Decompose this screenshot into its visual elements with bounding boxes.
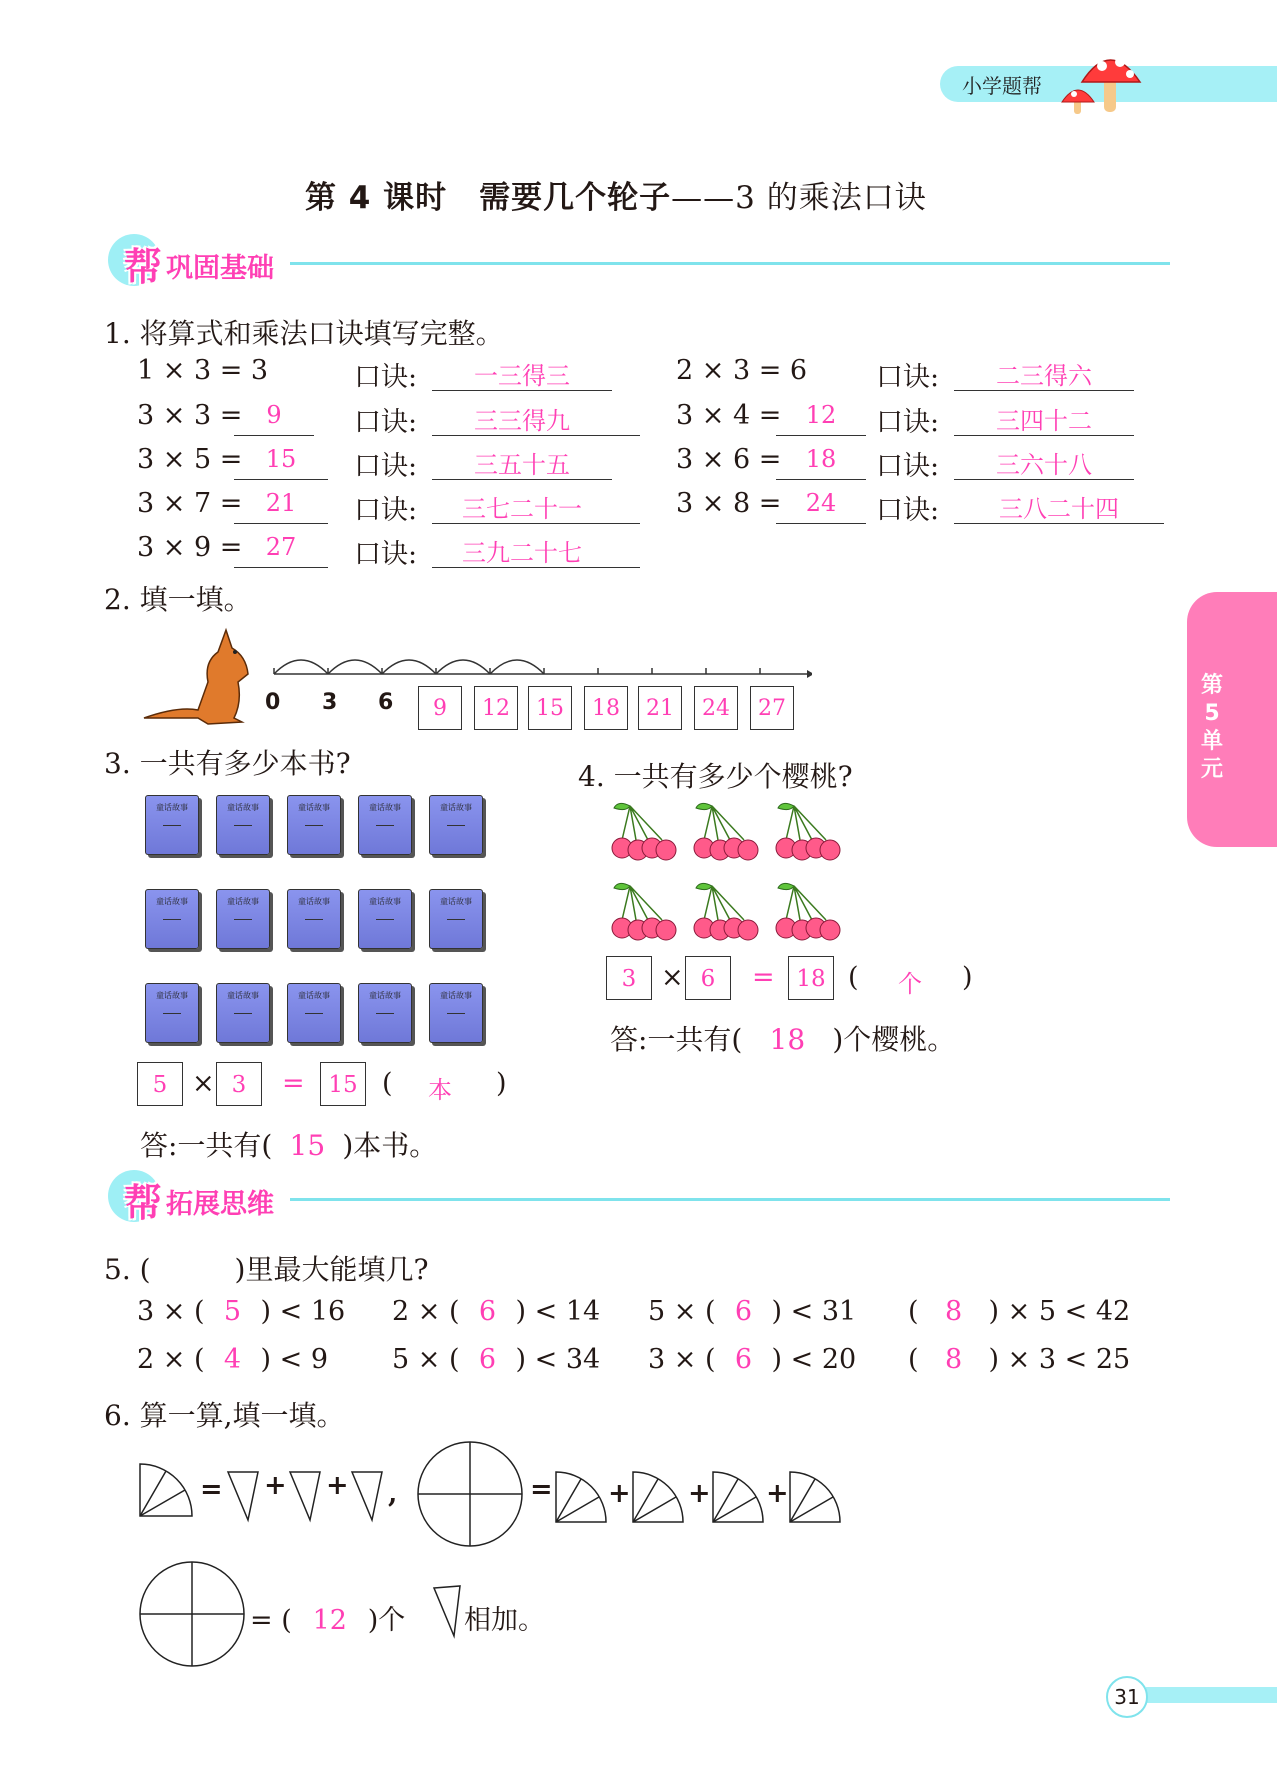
book-icon: 童话故事 [358,983,412,1043]
number-line-box[interactable]: 12 [474,686,518,730]
q1-koujue-label: 口诀: [876,451,940,482]
q1-expr: 3 × 8 = [676,488,782,519]
book-icon: 童话故事 [429,795,483,855]
q1-answer-blank[interactable]: 24 [776,489,866,524]
q4-result[interactable]: 18 [788,956,834,1000]
number-line-box[interactable]: 27 [750,686,794,730]
q1-answer-blank[interactable]: 12 [776,401,866,436]
q6-comma: , [388,1478,398,1509]
book-grid [145,795,485,1043]
q1-koujue-blank[interactable]: 一三得三 [432,356,612,391]
q4-factor-b[interactable]: 6 [685,956,731,1000]
book-icon: 童话故事 [216,795,270,855]
section-badge-char: 帮 [124,1181,163,1225]
page-footer-bar [1146,1687,1277,1703]
times-sign: × [661,962,684,993]
number-line-box[interactable]: 24 [694,686,738,730]
q1-koujue-blank[interactable]: 三九二十七 [432,533,640,568]
q3-answer-line: 答:一共有( 15 )本书。 [140,1129,438,1162]
title-sub: ——3 的乘法口诀 [671,180,927,216]
q6-final-line: = ( 12 )个 [250,1605,406,1636]
q5-item: 5 × ( 6 ) < 31 [648,1296,857,1327]
q1-answer-blank[interactable]: 27 [234,533,328,568]
number-line-label: 6 [378,690,394,715]
q6-plus: + [264,1470,287,1501]
mushroom-icon [1060,44,1148,116]
q5-item: 5 × ( 6 ) < 34 [392,1344,601,1375]
book-icon: 童话故事 [429,983,483,1043]
q1-expr: 2 × 3 = 6 [676,355,808,386]
q1-koujue-label: 口诀: [354,495,418,526]
book-icon: 童话故事 [429,889,483,949]
q1-koujue-label: 口诀: [354,539,418,570]
q1-expr: 3 × 6 = [676,444,782,475]
q6-plus: + [688,1478,711,1509]
paren-right: ) [496,1068,507,1099]
number-line-label: 3 [322,690,338,715]
section-divider [290,262,1170,265]
q1-answer-blank[interactable]: 18 [776,445,866,480]
q3-result[interactable]: 15 [320,1062,366,1106]
q1-koujue-label: 口诀: [354,451,418,482]
q5-item: 2 × ( 6 ) < 14 [392,1296,601,1327]
q1-prompt: 1. 将算式和乘法口诀填写完整。 [104,317,504,350]
q5-item: 3 × ( 5 ) < 16 [137,1296,346,1327]
q1-answer-blank[interactable]: 15 [234,445,328,480]
q6-plus: + [766,1478,789,1509]
q3-unit[interactable]: 本 [428,1076,452,1104]
q6-prompt: 6. 算一算,填一填。 [104,1399,345,1432]
book-icon: 童话故事 [145,889,199,949]
number-line-box[interactable]: 9 [418,686,462,730]
q1-koujue-blank[interactable]: 三六十八 [954,445,1134,480]
q6-final-answer[interactable]: 12 [312,1605,347,1636]
q1-koujue-label: 口诀: [876,362,940,393]
number-line-box[interactable]: 15 [528,686,572,730]
kangaroo-icon [138,622,258,728]
q5-item: 3 × ( 6 ) < 20 [648,1344,857,1375]
book-icon: 童话故事 [216,983,270,1043]
q3-prompt: 3. 一共有多少本书? [104,747,351,780]
section-badge-char: 帮 [124,245,163,289]
q1-koujue-blank[interactable]: 三七二十一 [432,489,640,524]
q1-koujue-label: 口诀: [354,407,418,438]
book-icon: 童话故事 [287,795,341,855]
book-icon: 童话故事 [145,983,199,1043]
q1-koujue-blank[interactable]: 三五十五 [432,445,612,480]
q4-factor-a[interactable]: 3 [606,956,652,1000]
q1-expr: 1 × 3 = 3 [137,355,269,386]
equals-sign: = [282,1068,305,1099]
q1-expr: 3 × 5 = [137,444,243,475]
paren-left: ( [848,962,859,993]
book-icon: 童话故事 [358,795,412,855]
book-icon: 童话故事 [358,889,412,949]
q6-equals: = [530,1474,553,1505]
q4-prompt: 4. 一共有多少个樱桃? [578,760,853,793]
book-icon: 童话故事 [287,983,341,1043]
section-title-extend: 拓展思维 [166,1189,274,1220]
q1-koujue-blank[interactable]: 三八二十四 [954,489,1164,524]
q4-answer-line: 答:一共有( 18 )个樱桃。 [610,1023,956,1056]
q1-expr: 3 × 9 = [137,532,243,563]
q5-prompt: 5. ( )里最大能填几? [104,1253,429,1286]
q6-plus: + [608,1478,631,1509]
q1-koujue-blank[interactable]: 三三得九 [432,401,640,436]
book-icon: 童话故事 [145,795,199,855]
triangle-piece-icon [432,1584,464,1640]
book-icon: 童话故事 [287,889,341,949]
q6-fraction-diagram [136,1438,856,1548]
q1-koujue-label: 口诀: [876,495,940,526]
q5-item: ( 8 ) × 3 < 25 [908,1344,1131,1375]
q1-koujue-label: 口诀: [876,407,940,438]
section-divider [290,1198,1170,1201]
q5-item: ( 8 ) × 5 < 42 [908,1296,1131,1327]
number-line-box[interactable]: 21 [638,686,682,730]
paren-left: ( [382,1068,393,1099]
q3-factor-b[interactable]: 3 [216,1062,262,1106]
q1-expr: 3 × 4 = [676,400,782,431]
q5-item: 2 × ( 4 ) < 9 [137,1344,328,1375]
q1-expr: 3 × 7 = [137,488,243,519]
q1-answer-blank[interactable]: 21 [234,489,328,524]
cherry-grid [608,798,868,958]
q6-equals: = [200,1474,223,1505]
q4-unit[interactable]: 个 [898,970,922,998]
page-number: 31 [1106,1676,1148,1718]
q1-expr: 3 × 3 = [137,400,243,431]
q2-prompt: 2. 填一填。 [104,583,252,616]
title-main: 第 4 课时 需要几个轮子 [305,180,672,216]
equals-sign: = [752,962,775,993]
times-sign: × [192,1068,215,1099]
section-title-basic: 巩固基础 [166,253,274,284]
page-title [305,172,927,217]
number-line-label: 0 [265,690,281,715]
q6-final-tail: 相加。 [464,1605,545,1636]
q4-answer[interactable]: 18 [769,1023,806,1056]
q6-circle-quarters [136,1560,256,1670]
q1-answer-blank[interactable]: 9 [234,401,314,436]
q3-answer[interactable]: 15 [289,1129,326,1162]
number-line [262,640,812,680]
q1-koujue-label: 口诀: [354,362,418,393]
paren-right: ) [962,962,973,993]
header-label: 小学题帮 [962,74,1042,98]
book-icon: 童话故事 [216,889,270,949]
q1-koujue-blank[interactable]: 二三得六 [954,356,1134,391]
number-line-box[interactable]: 18 [584,686,628,730]
unit-side-label: 第5单元 [1200,673,1223,782]
q3-factor-a[interactable]: 5 [137,1062,183,1106]
q1-koujue-blank[interactable]: 三四十二 [954,401,1134,436]
q6-plus: + [326,1470,349,1501]
